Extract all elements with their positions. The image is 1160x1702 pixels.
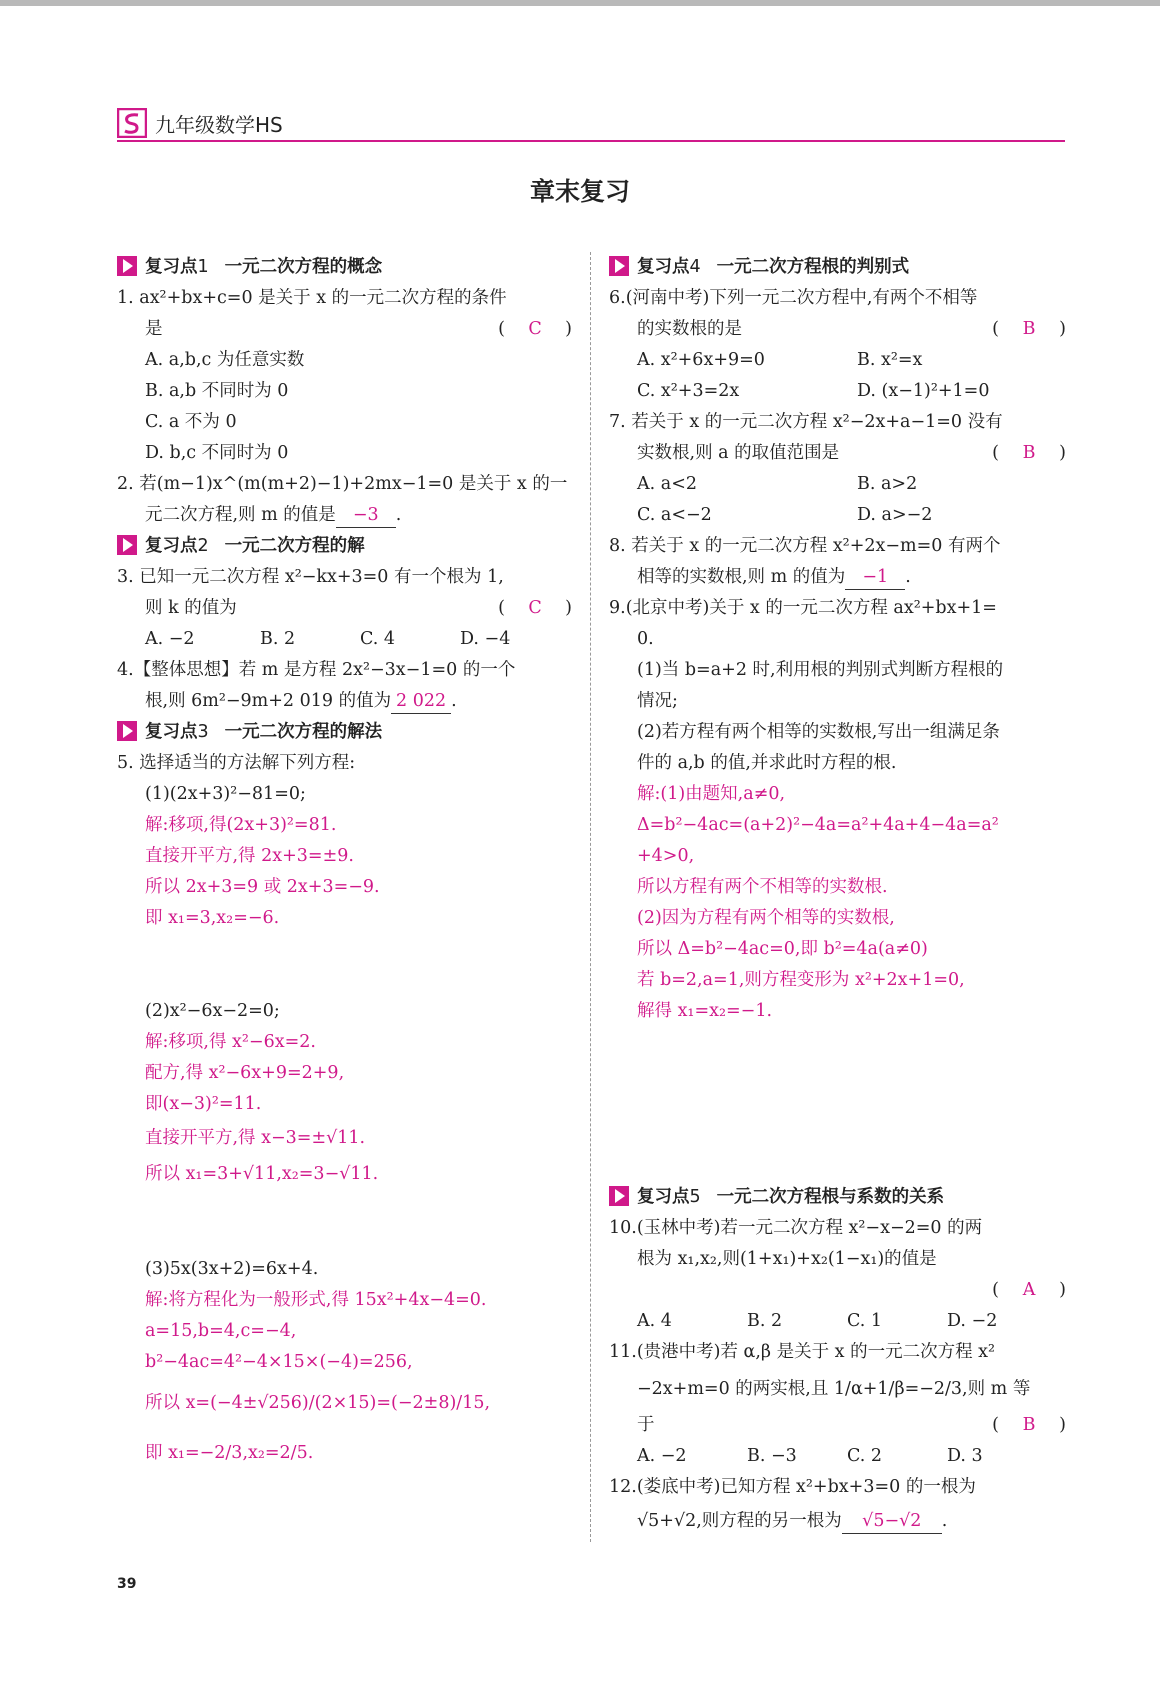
right-column	[609, 252, 1066, 1539]
section-heading-5: 复习点5 一元二次方程根与系数的关系	[609, 1182, 1066, 1213]
q1-answer: C	[528, 319, 542, 339]
q10-option-c: C. 1	[847, 1311, 883, 1331]
q11-option-c: C. 2	[847, 1446, 883, 1466]
q7-option-d: D. a>−2	[857, 505, 933, 525]
q2-line1: 2. 若(m−1)x^(m(m+2)−1)+2mx−1=0 是关于 x 的一	[117, 474, 568, 494]
q11-option-d: D. 3	[947, 1446, 983, 1466]
q5-part1-solution-line: 直接开平方,得 2x+3=±9.	[145, 846, 354, 866]
q1-option-a: A. a,b,c 为任意实数	[145, 350, 305, 370]
section-arrow-icon	[117, 256, 137, 276]
q11-line2: −2x+m=0 的两实根,且 1/α+1/β=−2/3,则 m 等	[637, 1379, 1031, 1399]
q3-answer: C	[528, 598, 542, 618]
q3-line1: 3. 已知一元二次方程 x²−kx+3=0 有一个根为 1,	[117, 567, 504, 587]
q1-option-c: C. a 不为 0	[145, 412, 237, 432]
q10-answer: A	[1022, 1280, 1036, 1300]
q9-solution-line: +4>0,	[637, 846, 695, 866]
q11-answer: B	[1022, 1415, 1036, 1435]
q5-part3-question: (3)5x(3x+2)=6x+4.	[145, 1259, 319, 1279]
q3-option-d: D. −4	[460, 629, 511, 649]
section-heading-1: 复习点1 一元二次方程的概念	[117, 252, 572, 283]
q10-option-d: D. −2	[947, 1311, 998, 1331]
section-heading-4: 复习点4 一元二次方程根的判别式	[609, 252, 1066, 283]
q10-option-b: B. 2	[747, 1311, 783, 1331]
q12-answer-blank: √5−√2	[842, 1509, 942, 1534]
q7-line1: 7. 若关于 x 的一元二次方程 x²−2x+a−1=0 没有	[609, 412, 1003, 432]
q6-answer: B	[1022, 319, 1036, 339]
q10-options	[609, 1306, 1066, 1337]
q5-part2-solution-line: 配方,得 x²−6x+9=2+9,	[145, 1063, 345, 1083]
q5-part1-question: (1)(2x+3)²−81=0;	[145, 784, 306, 804]
q11-options	[609, 1441, 1066, 1472]
q10-answer-line: ( A )	[609, 1275, 1066, 1306]
q1-line2: 是 ( C )	[117, 314, 572, 345]
publisher-logo-icon	[117, 108, 147, 138]
q7-line2: 实数根,则 a 的取值范围是 ( B )	[609, 438, 1066, 469]
q11-line3: 于 ( B )	[609, 1410, 1066, 1441]
q5-intro: 5. 选择适当的方法解下列方程:	[117, 753, 356, 773]
q3-options	[117, 624, 572, 655]
q9-solution-line: 若 b=2,a=1,则方程变形为 x²+2x+1=0,	[637, 970, 965, 990]
header-title: 九年级数学HS	[155, 113, 283, 137]
q6-line2: 的实数根的是 ( B )	[609, 314, 1066, 345]
column-divider	[590, 252, 591, 1542]
q7-options-row2	[609, 500, 1066, 531]
q5-part3-solution-line: 即 x₁=−2/3,x₂=2/5.	[145, 1443, 314, 1463]
q10-option-a: A. 4	[637, 1311, 672, 1331]
q12-line2: √5+√2,则方程的另一根为 √5−√2 .	[609, 1503, 1066, 1539]
q5-part3-solution-line: a=15,b=4,c=−4,	[145, 1321, 297, 1341]
q5-part2-solution-line: 即(x−3)²=11.	[145, 1094, 262, 1114]
q9-part1-line2: 情况;	[637, 691, 678, 711]
q5-part2-solution-line: 所以 x₁=3+√11,x₂=3−√11.	[145, 1164, 379, 1184]
q8-line2: 相等的实数根,则 m 的值为 −1 .	[609, 562, 1066, 593]
q4-line2: 根,则 6m²−9m+2 019 的值为 2 022 .	[117, 686, 572, 717]
q2-line2: 元二次方程,则 m 的值是 −3 .	[117, 500, 572, 531]
q5-part1-solution-line: 所以 2x+3=9 或 2x+3=−9.	[145, 877, 380, 897]
q8-line1: 8. 若关于 x 的一元二次方程 x²+2x−m=0 有两个	[609, 536, 1001, 556]
q1-line1: 1. ax²+bx+c=0 是关于 x 的一元二次方程的条件	[117, 288, 507, 308]
q5-part2-solution-line: 解:移项,得 x²−6x=2.	[145, 1032, 316, 1052]
q9-part1-line1: (1)当 b=a+2 时,利用根的判别式判断方程根的	[637, 660, 1004, 680]
q3-line2: 则 k 的值为 ( C )	[117, 593, 572, 624]
q5-part3-solution-line: 解:将方程化为一般形式,得 15x²+4x−4=0.	[145, 1290, 487, 1310]
q9-solution-line: 所以 Δ=b²−4ac=0,即 b²=4a(a≠0)	[637, 939, 928, 959]
q6-options-row2	[609, 376, 1066, 407]
q9-solution-line: 所以方程有两个不相等的实数根.	[637, 877, 888, 897]
section-arrow-icon	[609, 256, 629, 276]
page-header	[117, 106, 1065, 142]
q6-options-row1	[609, 345, 1066, 376]
section-arrow-icon	[117, 535, 137, 555]
q3-option-a: A. −2	[145, 629, 195, 649]
q1-option-d: D. b,c 不同时为 0	[145, 443, 289, 463]
q5-part1-solution-line: 即 x₁=3,x₂=−6.	[145, 908, 280, 928]
section-heading-3: 复习点3 一元二次方程的解法	[117, 717, 572, 748]
q7-answer: B	[1022, 443, 1036, 463]
q10-line1: 10.(玉林中考)若一元二次方程 x²−x−2=0 的两	[609, 1218, 983, 1238]
q3-option-b: B. 2	[260, 629, 296, 649]
page-title: 章末复习	[529, 177, 630, 206]
left-column	[117, 252, 572, 1478]
q5-part3-solution-line: 所以 x=(−4±√256)/(2×15)=(−2±8)/15,	[145, 1393, 491, 1413]
q9-part2-line2: 件的 a,b 的值,并求此时方程的根.	[637, 753, 897, 773]
q6-line1: 6.(河南中考)下列一元二次方程中,有两个不相等	[609, 288, 978, 308]
q2-answer-blank: −3	[336, 503, 396, 528]
q5-part1-solution-line: 解:移项,得(2x+3)²=81.	[145, 815, 337, 835]
q9-solution-line: (2)因为方程有两个相等的实数根,	[637, 908, 895, 928]
q7-option-c: C. a<−2	[637, 505, 712, 525]
q9-line2: 0.	[637, 629, 654, 649]
section-arrow-icon	[609, 1186, 629, 1206]
q12-line1: 12.(娄底中考)已知方程 x²+bx+3=0 的一根为	[609, 1477, 976, 1497]
q6-option-a: A. x²+6x+9=0	[637, 350, 765, 370]
q7-options-row1	[609, 469, 1066, 500]
q5-part2-solution-line: 直接开平方,得 x−3=±√11.	[145, 1128, 366, 1148]
q6-option-d: D. (x−1)²+1=0	[857, 381, 990, 401]
q7-option-a: A. a<2	[637, 474, 697, 494]
page-number: 39	[117, 1576, 137, 1592]
q8-answer-blank: −1	[845, 565, 905, 590]
q4-line1: 4.【整体思想】若 m 是方程 2x²−3x−1=0 的一个	[117, 660, 516, 680]
q6-option-b: B. x²=x	[857, 350, 923, 370]
q5-part3-solution-line: b²−4ac=4²−4×15×(−4)=256,	[145, 1352, 413, 1372]
q11-option-a: A. −2	[637, 1446, 687, 1466]
q7-option-b: B. a>2	[857, 474, 918, 494]
section-heading-2: 复习点2 一元二次方程的解	[117, 531, 572, 562]
top-bar	[0, 0, 1160, 6]
q4-answer-blank: 2 022	[391, 689, 451, 714]
q9-solution-line: 解得 x₁=x₂=−1.	[637, 1001, 773, 1021]
q9-solution-line: Δ=b²−4ac=(a+2)²−4a=a²+4a+4−4a=a²	[637, 815, 999, 835]
q5-part2-question: (2)x²−6x−2=0;	[145, 1001, 280, 1021]
section-arrow-icon	[117, 721, 137, 741]
q9-part2-line1: (2)若方程有两个相等的实数根,写出一组满足条	[637, 722, 1000, 742]
q11-line1: 11.(贵港中考)若 α,β 是关于 x 的一元二次方程 x²	[609, 1342, 996, 1362]
q6-option-c: C. x²+3=2x	[637, 381, 740, 401]
q10-line2: 根为 x₁,x₂,则(1+x₁)+x₂(1−x₁)的值是	[637, 1249, 937, 1269]
q3-option-c: C. 4	[360, 629, 396, 649]
q11-option-b: B. −3	[747, 1446, 797, 1466]
q9-solution-line: 解:(1)由题知,a≠0,	[637, 784, 786, 804]
q9-line1: 9.(北京中考)关于 x 的一元二次方程 ax²+bx+1=	[609, 598, 997, 618]
q1-option-b: B. a,b 不同时为 0	[145, 381, 289, 401]
